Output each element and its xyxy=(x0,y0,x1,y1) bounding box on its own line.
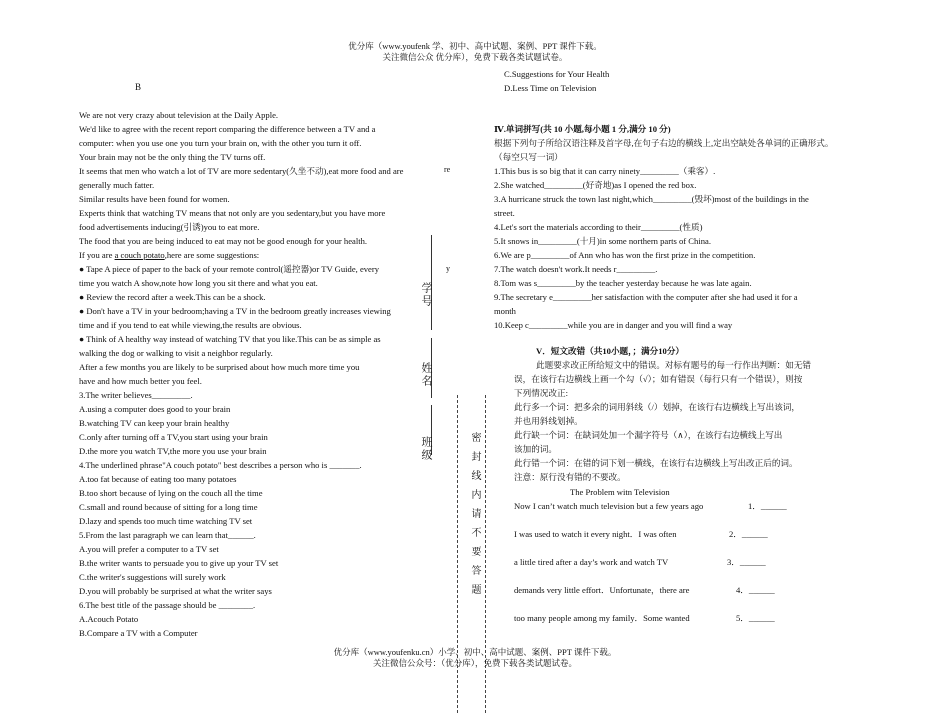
passage-line: Experts think that watching TV means that not only are you sedentary,but you have more xyxy=(79,208,386,218)
passage-line: Your brain may not be the only thing the TV turns off. xyxy=(79,152,266,162)
spelling-item: 9.The secretary e_________her satisfaction with the computer after she had used it for a xyxy=(494,292,798,302)
spelling-item: 10.Keep c_________while you are in danger and you will find a way xyxy=(494,320,733,330)
spelling-item: 1.This bus is so big that it can carry ninety_________（乘客）. xyxy=(494,166,716,176)
passage-line: walking the dog or walking to visit a neighbor regularly. xyxy=(79,348,273,358)
spelling-item: 8.Tom was s_________by the teacher yesterday because he was late again. xyxy=(494,278,752,288)
passage-line: ● Don't have a TV in your bedroom;having a TV in the bedroom greatly increases viewing xyxy=(79,306,391,316)
passage-line: food advertisements inducing(引诱)you to eat more. xyxy=(79,222,260,232)
answer-blank[interactable]: 5．______ xyxy=(736,613,775,623)
essay-line: demands very little effort．Unfortunate，there are xyxy=(514,585,690,595)
footer-line-2: 关注微信公众号：（优分库），免费下载各类试题试卷。 xyxy=(372,658,577,668)
passage-line: B.the writer wants to persuade you to give up your TV set xyxy=(79,558,279,568)
name-label: 姓名 xyxy=(420,362,432,388)
passage-line: A.Acouch Potato xyxy=(79,614,139,624)
passage-line: time and if you tend to eat while viewing,the results are obvious. xyxy=(79,320,302,330)
passage-line: ● Tape A piece of paper to the back of your remote control(遥控器)or TV Guide, every xyxy=(79,264,380,274)
passage-line: C.the writer's suggestions will surely work xyxy=(79,572,226,582)
passage-line: The food that you are being induced to eat may not be good enough for your health. xyxy=(79,236,368,246)
passage-line: A.you will prefer a computer to a TV set xyxy=(79,544,219,554)
passage-line: D.you will probably be surprised at what the writer says xyxy=(79,586,272,596)
header-line-1: 优分库（www.youfenk 学、初中、高中试题、案例、PPT 课件下载。 xyxy=(348,41,602,51)
section-4-title: Ⅳ.单词拼写(共 10 小题,每小题 1 分,满分 10 分) xyxy=(494,124,671,134)
passage-line: C.only after turning off a TV,you start using your brain xyxy=(79,432,268,442)
passage-line: generally much fatter. xyxy=(79,180,155,190)
passage-line: It seems that men who watch a lot of TV are more sedentary(久坐不动),eat more food and are xyxy=(79,166,404,176)
reading-passage-b xyxy=(79,108,414,643)
passage-line: D.the more you watch TV,the more you use your brain xyxy=(79,446,267,456)
essay-line: I was used to watch it every night．I was often xyxy=(514,529,677,539)
answer-blank[interactable]: 2．______ xyxy=(729,529,768,539)
essay-line: Now I can’t watch much television but a few years ago xyxy=(514,501,704,511)
passage-line: If you are a couch potato,here are some suggestions: xyxy=(79,250,260,260)
section-4-instruction-1: 根据下列句子所给汉语注释及首字母,在句子右边的横线上,定出空缺处各单词的正确形式。 xyxy=(494,138,834,148)
passage-line: 4.The underlined phrase"A couch potato" best describes a person who is _______. xyxy=(79,460,362,470)
passage-line: 5.From the last paragraph we can learn that______. xyxy=(79,530,256,540)
spelling-item: 2.She watched_________(好奇地)as I opened the red box. xyxy=(494,180,697,190)
passage-line: B.watching TV can keep your brain healthy xyxy=(79,418,230,428)
passage-line: A.using a computer does good to your brain xyxy=(79,404,231,414)
passage-line: C.small and round because of sitting for a long time xyxy=(79,502,258,512)
section-5-title: V．短文改错（共10小题，；满分10分） xyxy=(536,346,685,356)
passage-line: ● Review the record after a week.This can be a shock. xyxy=(79,292,266,302)
essay-line: a little tired after a day’s work and watch TV xyxy=(514,557,669,567)
spelling-item: street. xyxy=(494,208,515,218)
instruction-line: 此行多一个词：把多余的词用斜线（/）划掉，在该行右边横线上写出该词， xyxy=(514,402,800,412)
footer-line-1: 优分库（www.youfenku.cn）小学、初中、高中试题、案例、PPT 课件下载。 xyxy=(333,647,617,657)
instruction-line: 误，在该行右边横线上画一个勾（√）；如有错误（每行只有一个错误），则按 xyxy=(514,374,803,384)
passage-line: time you watch A show,note how long you sit there and what you eat. xyxy=(79,278,318,288)
answer-blank[interactable]: 3．______ xyxy=(727,557,766,567)
instruction-line: 该加的词。 xyxy=(514,444,557,454)
instruction-line: 并也用斜线划掉。 xyxy=(514,416,583,426)
passage-line: 6.The best title of the passage should be ________. xyxy=(79,600,256,610)
spelling-item: 3.A hurricane struck the town last night,which_________(毁坏)most of the buildings in the xyxy=(494,194,809,204)
spelling-item: 7.The watch doesn't work.It needs r_________. xyxy=(494,264,658,274)
header-line-2: 关注微信公众 优分库），免费下载各类试题试卷。 xyxy=(382,52,568,62)
student-number-label: 学号 xyxy=(420,282,432,308)
underlined-phrase: a couch potato xyxy=(114,250,165,260)
class-label: 班级 xyxy=(420,436,432,462)
stray-text-re: re xyxy=(444,165,451,174)
instruction-line: 注意：原行没有错的不要改。 xyxy=(514,472,626,482)
passage-line: A.too fat because of eating too many potatoes xyxy=(79,474,237,484)
seal-notice: 密封线内请不要答题 xyxy=(469,432,480,603)
passage-line: ● Think of A healthy way instead of watching TV that you like.This can be as simple as xyxy=(79,334,381,344)
stray-text-y: y xyxy=(446,264,450,273)
instruction-line: 下列情况改正: xyxy=(514,388,568,398)
instruction-line: 此行缺一个词：在缺词处加一个漏字符号（∧），在该行右边横线上写出 xyxy=(514,430,783,440)
passage-line: Similar results have been found for women. xyxy=(79,194,230,204)
passage-line: After a few months you are likely to be surprised about how much more time you xyxy=(79,362,360,372)
instruction-line: 此行错一个词：在错的词下划一横线，在该行右边横线上写出改正后的词。 xyxy=(514,458,798,468)
section-4-instruction-2: （每空只写一词） xyxy=(494,152,563,162)
essay-title: The Problem witn Television xyxy=(570,487,670,497)
passage-line: B.too short because of lying on the couch all the time xyxy=(79,488,263,498)
spelling-item: month xyxy=(494,306,516,316)
spelling-item: 6.We are p_________of Ann who has won the first prize in the competition. xyxy=(494,250,756,260)
option-c: C.Suggestions for Your Health xyxy=(504,69,610,79)
spelling-item: 5.It snows in_________(十月)in some northern parts of China. xyxy=(494,236,711,246)
passage-line: We are not very crazy about television at the Daily Apple. xyxy=(79,110,279,120)
section-label-b: B xyxy=(135,82,142,92)
essay-line: too many people among my family．Some wanted xyxy=(514,613,690,623)
passage-line: D.lazy and spends too much time watching TV set xyxy=(79,516,253,526)
passage-line: 3.The writer believes_________. xyxy=(79,390,193,400)
answer-blank[interactable]: 1．______ xyxy=(748,501,787,511)
passage-line: We'd like to agree with the recent report comparing the difference between a TV and a xyxy=(79,124,376,134)
option-d: D.Less Time on Television xyxy=(504,83,597,93)
instruction-line: 此题要求改正所给短文中的错误。对标有题号的每一行作出判断：如无错 xyxy=(536,360,812,370)
passage-line: computer: when you use one you turn your brain on, with the other you turn it off. xyxy=(79,138,362,148)
spelling-item: 4.Let's sort the materials according to their_________(性质) xyxy=(494,222,703,232)
passage-line: B.Compare a TV with a Computer xyxy=(79,628,198,638)
passage-line: have and how much better you feel. xyxy=(79,376,202,386)
answer-blank[interactable]: 4．______ xyxy=(736,585,775,595)
